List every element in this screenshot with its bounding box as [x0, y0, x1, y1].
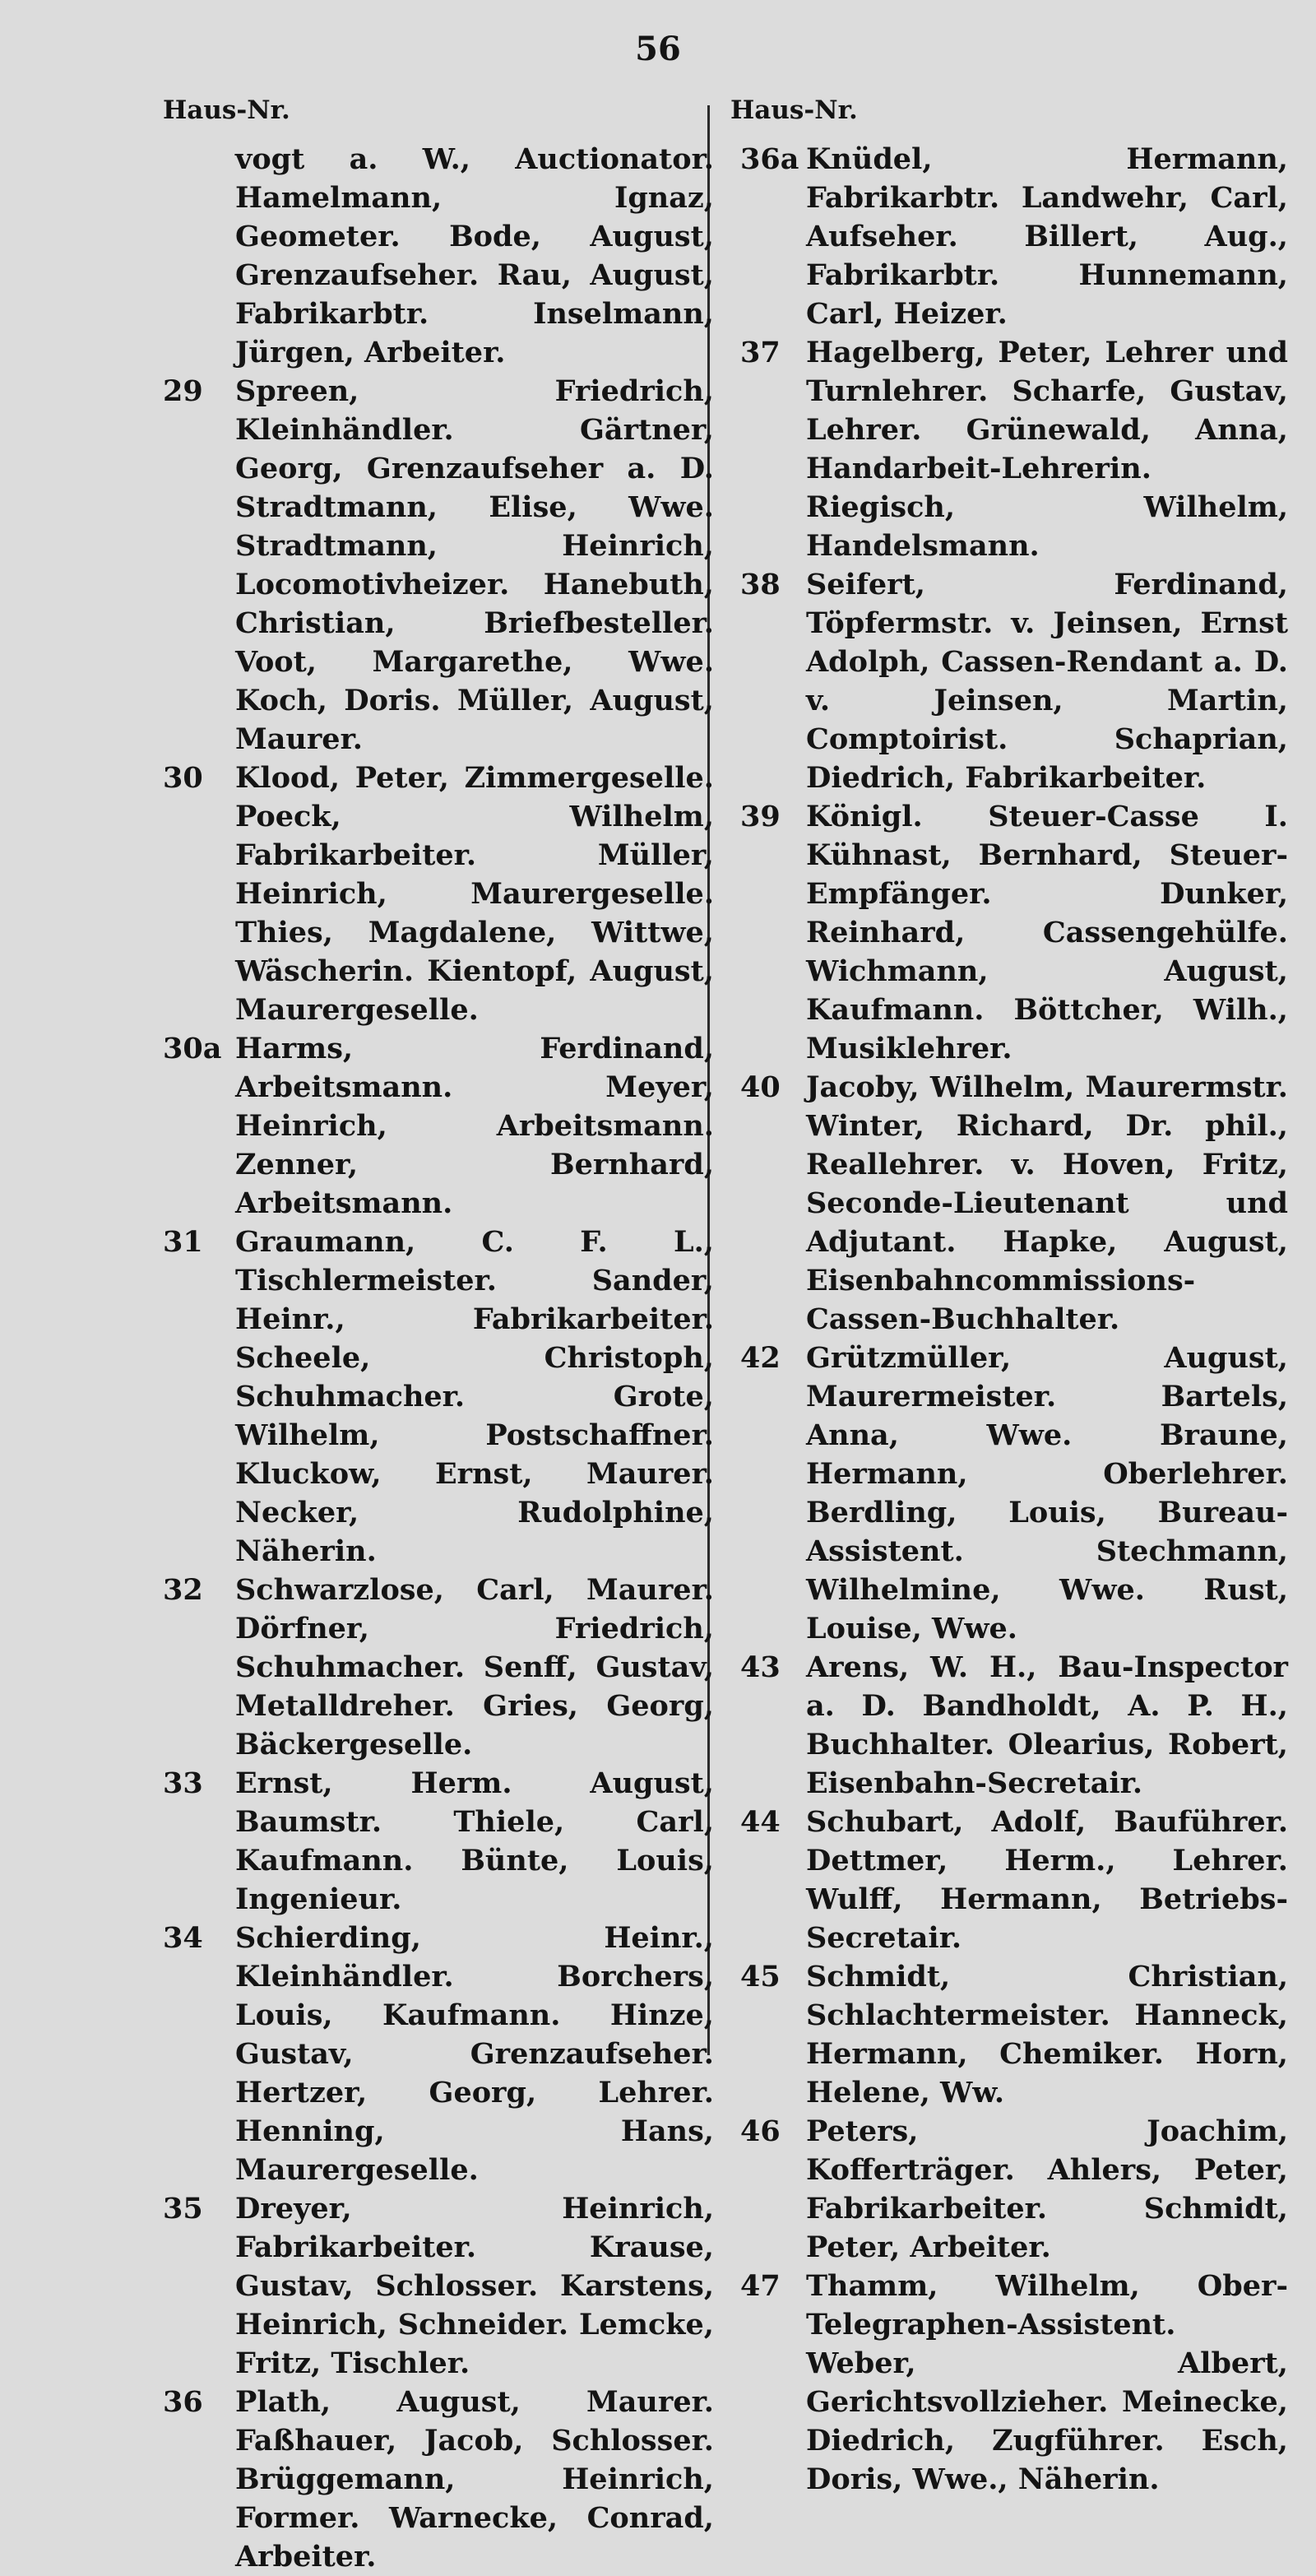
directory-entry [164, 1919, 714, 2189]
house-number: 40 [740, 1070, 781, 1104]
residents-text: Schubart, Adolf, Bauführer. Dettmer, Herm., Lehrer. Wulff, Hermann, Betriebs-Secretair. [806, 1805, 1288, 1955]
residents-text: Thamm, Wilhelm, Ober-Telegraphen-Assistent. Weber, Albert, Gerichtsvollzieher. Meinecke, Diedrich, Zugführer. Esch, Doris, Wwe., Näherin. [806, 2269, 1288, 2496]
house-number: 46 [740, 2114, 781, 2148]
residents-text: Spreen, Friedrich, Kleinhändler. Gärtner, Georg, Grenzaufseher a. D. Stradtmann, Elise, Wwe. Stradtmann, Heinrich, Locomotivheizer. Hanebuth, Christian, Briefbesteller. Voot, Margarethe, Wwe. Koch, Doris. Müller, August, Maurer. [235, 374, 714, 756]
house-number: 37 [740, 336, 781, 369]
house-number: 44 [740, 1805, 781, 1839]
right-column [732, 97, 1288, 2499]
house-number: 30a [163, 1032, 222, 1065]
house-number: 36 [163, 2385, 203, 2419]
residents-text: Jacoby, Wilhelm, Maurermstr. Winter, Richard, Dr. phil., Reallehrer. v. Hoven, Fritz, Seconde-Lieutenant und Adjutant. Hapke, August, Eisenbahncommissions-Cassen-Buchhalter. [806, 1070, 1288, 1336]
house-number: 31 [163, 1225, 203, 1259]
house-number: 33 [163, 1766, 203, 1800]
house-number: 39 [740, 800, 781, 833]
directory-entry [732, 2112, 1288, 2267]
house-number: 43 [740, 1650, 781, 1684]
house-number: 45 [740, 1960, 781, 1993]
residents-text: Schwarzlose, Carl, Maurer. Dörfner, Friedrich, Schuhmacher. Senff, Gustav, Metalldreher. Gries, Georg, Bäckergeselle. [235, 1573, 714, 1761]
house-number: 35 [163, 2192, 203, 2226]
residents-text: Schmidt, Christian, Schlachtermeister. Hanneck, Hermann, Chemiker. Horn, Helene, Ww. [806, 1960, 1288, 2110]
house-number-header: Haus-Nr. [730, 95, 858, 125]
residents-text: Dreyer, Heinrich, Fabrikarbeiter. Krause, Gustav, Schlosser. Karstens, Heinrich, Schneider. Lemcke, Fritz, Tischler. [235, 2192, 714, 2380]
directory-entry [732, 1957, 1288, 2112]
residents-text: Harms, Ferdinand, Arbeitsmann. Meyer, Heinrich, Arbeitsmann. Zenner, Bernhard, Arbeitsmann. [235, 1032, 714, 1220]
residents-text: Graumann, C. F. L., Tischlermeister. Sander, Heinr., Fabrikarbeiter. Scheele, Christoph, Schuhmacher. Grote, Wilhelm, Postschaffner. Kluckow, Ernst, Maurer. Necker, Rudolphine, Näherin. [235, 1225, 714, 1568]
residents-text: Klood, Peter, Zimmergeselle. Poeck, Wilhelm, Fabrikarbeiter. Müller, Heinrich, Maurergeselle. Thies, Magdalene, Wittwe, Wäscherin. Kientopf, August, Maurergeselle. [235, 761, 714, 1027]
residents-text: Schierding, Heinr., Kleinhändler. Borchers, Louis, Kaufmann. Hinze, Gustav, Grenzaufseher. Hertzer, Georg, Lehrer. Henning, Hans, Maurergeselle. [235, 1921, 714, 2187]
residents-text: Ernst, Herm. August, Baumstr. Thiele, Carl, Kaufmann. Bünte, Louis, Ingenieur. [235, 1766, 714, 1916]
directory-entry [732, 2267, 1288, 2499]
house-number: 47 [740, 2269, 781, 2303]
directory-entry [164, 1764, 714, 1919]
house-number: 30 [163, 761, 203, 795]
residents-text: Knüdel, Hermann, Fabrikarbtr. Landwehr, Carl, Aufseher. Billert, Aug., Fabrikarbtr. Hunnemann, Carl, Heizer. [806, 142, 1288, 331]
directory-entry [164, 1223, 714, 1571]
directory-entry [164, 1029, 714, 1223]
residents-text: Seifert, Ferdinand, Töpfermstr. v. Jeinsen, Ernst Adolph, Cassen-Rendant a. D. v. Jeinsen, Martin, Comptoirist. Schaprian, Diedrich, Fabrikarbeiter. [806, 568, 1288, 795]
directory-entry [732, 797, 1288, 1068]
residents-text: Arens, W. H., Bau-Inspector a. D. Bandholdt, A. P. H., Buchhalter. Olearius, Robert, Eisenbahn-Secretair. [806, 1650, 1288, 1800]
directory-entry [732, 1339, 1288, 1648]
directory-entry [732, 140, 1288, 333]
residents-text: Peters, Joachim, Kofferträger. Ahlers, Peter, Fabrikarbeiter. Schmidt, Peter, Arbeiter. [806, 2114, 1288, 2264]
directory-entry [732, 565, 1288, 797]
house-number: 38 [740, 568, 781, 601]
house-number: 42 [740, 1341, 781, 1375]
directory-entry [732, 1068, 1288, 1339]
residents-text: Grützmüller, August, Maurermeister. Bartels, Anna, Wwe. Braune, Hermann, Oberlehrer. Berdling, Louis, Bureau-Assistent. Stechmann, Wilhelmine, Wwe. Rust, Louise, Wwe. [806, 1341, 1288, 1645]
residents-text: Königl. Steuer-Casse I. Kühnast, Bernhard, Steuer-Empfänger. Dunker, Reinhard, Cassengehülfe. Wichmann, August, Kaufmann. Böttcher, Wilh., Musiklehrer. [806, 800, 1288, 1065]
residents-text: vogt a. W., Auctionator. Hamelmann, Ignaz, Geometer. Bode, August, Grenzaufseher. Rau, August, Fabrikarbtr. Inselmann, Jürgen, Arbeiter. [235, 142, 714, 369]
residents-text: Plath, August, Maurer. Faßhauer, Jacob, Schlosser. Brüggemann, Heinrich, Former. Warnecke, Conrad, Arbeiter. [235, 2385, 714, 2574]
residents-text: Hagelberg, Peter, Lehrer und Turnlehrer. Scharfe, Gustav, Lehrer. Grünewald, Anna, Handarbeit-Lehrerin. Riegisch, Wilhelm, Handelsmann. [806, 336, 1288, 563]
directory-entry [164, 759, 714, 1029]
house-number: 36a [740, 142, 799, 176]
directory-entry [164, 1571, 714, 1764]
right-entries [732, 140, 1288, 2499]
directory-entry [164, 2189, 714, 2383]
directory-entry [164, 372, 714, 759]
directory-entry [164, 2383, 714, 2576]
directory-entry [732, 333, 1288, 565]
directory-entry [164, 140, 714, 372]
directory-entry [732, 1803, 1288, 1957]
house-number: 29 [163, 374, 203, 408]
page-number: 56 [635, 30, 681, 68]
house-number-header: Haus-Nr. [163, 95, 290, 125]
left-entries [164, 140, 714, 2576]
house-number: 34 [163, 1921, 203, 1955]
house-number [163, 140, 235, 372]
house-number: 32 [163, 1573, 203, 1607]
directory-entry [732, 1648, 1288, 1803]
left-column [164, 97, 714, 2576]
